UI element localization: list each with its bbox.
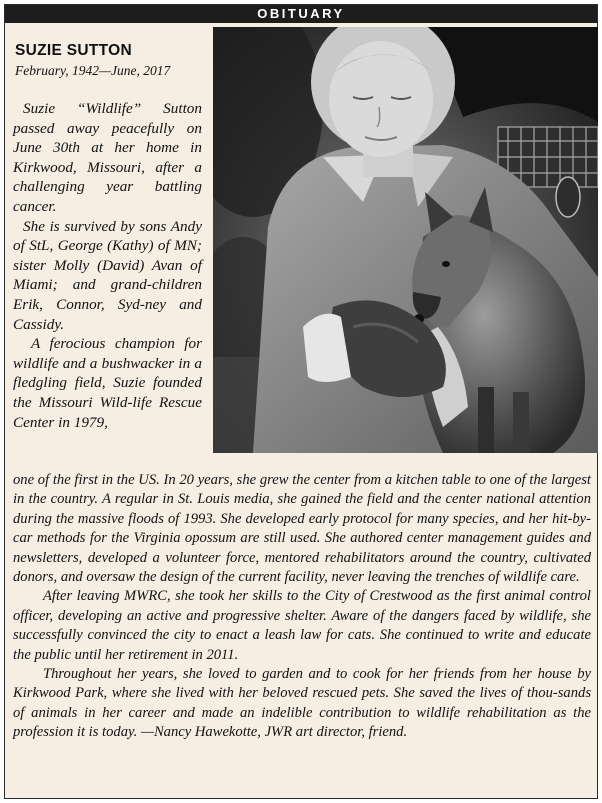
obituary-paragraph-5: Throughout her years, she loved to garden and to cook for her friends from her house by Kirkwood Park, where she lived with her beloved rescued pets. She saved the lives of thou-sands of animals in her career and made an indelible contribution to wildlife rehabilitation as the profession it is today. —Nancy Hawekotte, JWR art director, friend.	[13, 666, 591, 741]
obituary-body-text	[13, 471, 591, 743]
obituary-paragraph-4: After leaving MWRC, she took her skills to the City of Crestwood as the first animal control officer, developing an active and progressive shelter. Aware of the dangers faced by wildlife, she successfully convinced the city to enact a leash law for cats. She continued to write and educate the public until her retirement in 2011.	[13, 588, 591, 663]
obituary-paragraph-1: Suzie “Wildlife” Sutton passed away peacefully on June 30th at her home in Kirkwood, Missouri, after a challenging year battling cancer.	[13, 100, 202, 215]
obituary-name: SUZIE SUTTON	[15, 42, 132, 59]
obituary-paragraph-3: A ferocious champion for wildlife and a bushwacker in a fledgling field, Suzie founded the Missouri Wild-life Rescue Center in 1979,	[13, 335, 202, 431]
obituary-dates: February, 1942—June, 2017	[15, 63, 171, 78]
obituary-column-text	[13, 99, 202, 432]
obituary-paragraph-2: She is survived by sons Andy of StL, George (Kathy) of MN; sister Molly (David) Avan of Miami; and grand-children Erik, Connor, Syd-ney and Cassidy.	[13, 217, 202, 333]
obituary-page	[4, 4, 598, 799]
obituary-photo	[213, 27, 598, 453]
section-label: OBITUARY	[257, 6, 345, 21]
section-header	[5, 5, 597, 23]
obituary-paragraph-3-continued: one of the first in the US. In 20 years, she grew the center from a kitchen table to one of the largest in the country. A regular in St. Louis media, she gained the field and the center national attention during the massive floods of 1993. She developed early protocol for many species, and her hit-by-car methods for the Virginia opossum are still used. She authored center management guides and newsletters, developed a volunteer force, mentored rehabilitators around the country, cultivated donors, and oversaw the design of the current facility, never leaving the trenches of wildlife care.	[13, 472, 591, 586]
